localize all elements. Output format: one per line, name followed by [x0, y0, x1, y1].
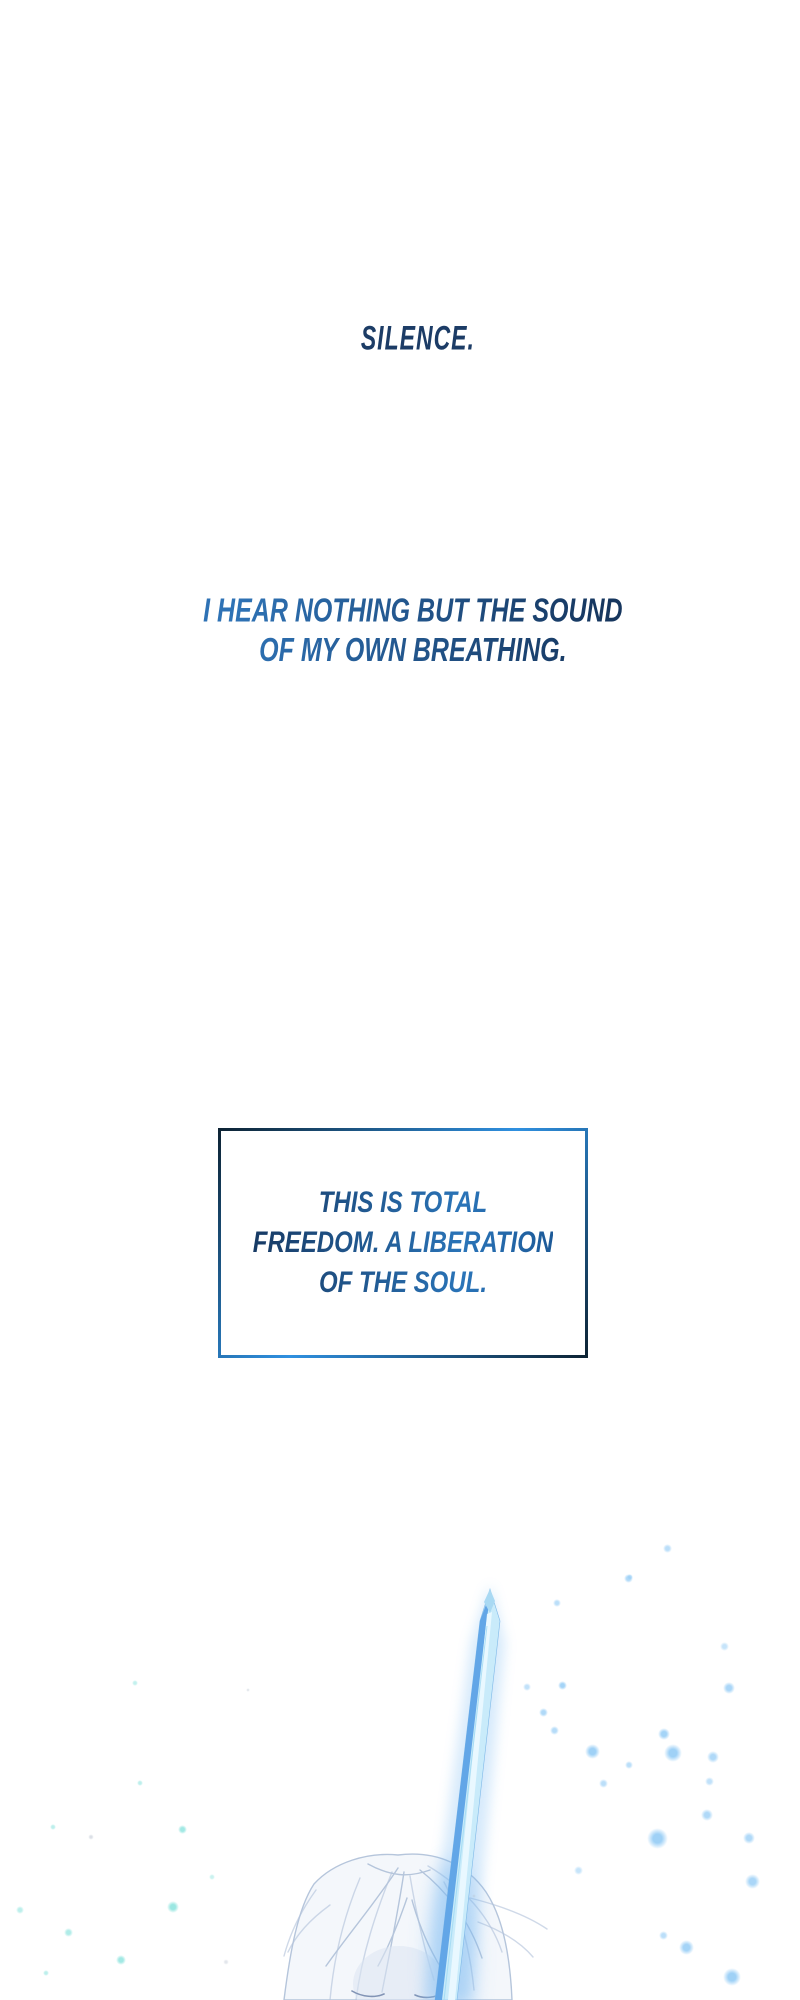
- narration-breathing-line1: I HEAR NOTHING BUT THE SOUND: [203, 592, 623, 630]
- narration-freedom-line3: OF THE SOUL.: [319, 1265, 487, 1300]
- narration-freedom-line1: THIS IS TOTAL: [318, 1185, 488, 1220]
- narration-silence-text: SILENCE.: [360, 318, 475, 357]
- narration-breathing-line2: OF MY OWN BREATHING.: [259, 631, 567, 669]
- narration-freedom-line2: FREEDOM. A LIBERATION: [252, 1225, 554, 1260]
